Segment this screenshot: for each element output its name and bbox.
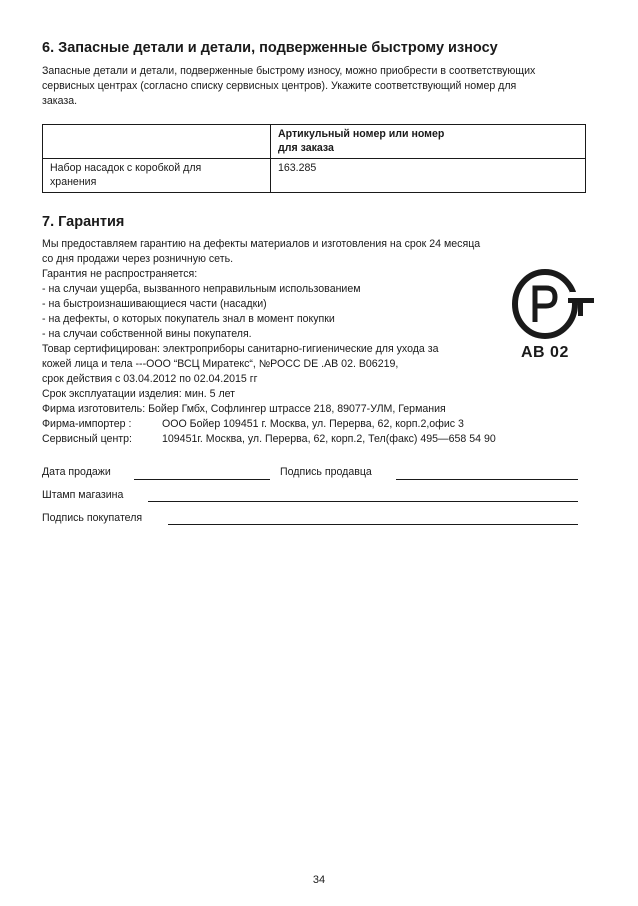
intro-line: сервисных центрах (согласно списку сервисных центров). Укажите соответствующий номер для bbox=[42, 80, 517, 92]
cert-code: АВ 02 bbox=[521, 344, 569, 361]
warranty-line: - на дефекты, о которых покупатель знал в момент покупки bbox=[42, 313, 335, 325]
warranty-line: Срок эксплуатации изделия: мин. 5 лет bbox=[42, 388, 236, 400]
sale-date-line[interactable] bbox=[134, 479, 270, 480]
seller-signature-line[interactable] bbox=[396, 479, 578, 480]
warranty-line: Гарантия не распространяется: bbox=[42, 268, 198, 280]
importer-value: ООО Бойер 109451 г. Москва, ул. Перерва, 62, корп.2,офис 3 bbox=[162, 418, 464, 430]
warranty-line: - на быстроизнашивающиеся части (насадки) bbox=[42, 298, 267, 310]
table-header-right bbox=[271, 125, 586, 159]
warranty-line: - на случаи собственной вины покупателя. bbox=[42, 328, 252, 340]
warranty-line: кожей лица и тела ---ООО “ВСЦ Миратекс“, №РОСС DE .AB 02. B06219, bbox=[42, 358, 399, 370]
rst-certification-logo-icon bbox=[508, 268, 598, 340]
section-6-heading: 6. Запасные детали и детали, подверженные быстрому износу bbox=[42, 40, 498, 56]
importer-label: Фирма-импортер : bbox=[42, 418, 132, 430]
header-line: Артикульный номер или номер bbox=[278, 128, 445, 140]
part-number-cell: 163.285 bbox=[271, 159, 586, 193]
service-value: 109451г. Москва, ул. Перерва, 62, корп.2, Тел(факс) 495—658 54 90 bbox=[162, 433, 496, 445]
section-6-intro bbox=[42, 64, 535, 109]
warranty-line: Фирма изготовитель: Бойер Гмбх, Софлингер штрассе 218, 89077-УЛМ, Германия bbox=[42, 403, 446, 415]
warranty-body bbox=[42, 237, 480, 417]
intro-line: Запасные детали и детали, подверженные быстрому износу, можно приобрести в соответствующих bbox=[42, 65, 536, 77]
table-row bbox=[43, 159, 586, 193]
page-number: 34 bbox=[312, 874, 326, 886]
shop-stamp-label: Штамп магазина bbox=[42, 489, 124, 501]
warranty-line: срок действия с 03.04.2012 по 02.04.2015 гг bbox=[42, 373, 258, 385]
service-row bbox=[42, 432, 496, 447]
header-line: для заказа bbox=[278, 142, 334, 154]
part-name-line: Набор насадок с коробкой для bbox=[50, 162, 202, 174]
intro-line: заказа. bbox=[42, 95, 78, 107]
table-header-left bbox=[43, 125, 271, 159]
warranty-line: со дня продажи через розничную сеть. bbox=[42, 253, 234, 265]
part-name-line: хранения bbox=[50, 176, 97, 188]
part-name-cell bbox=[43, 159, 271, 193]
importer-row bbox=[42, 417, 464, 432]
service-label: Сервисный центр: bbox=[42, 433, 132, 445]
warranty-line: Мы предоставляем гарантию на дефекты материалов и изготовления на срок 24 месяца bbox=[42, 238, 481, 250]
buyer-signature-label: Подпись покупателя bbox=[42, 512, 143, 524]
shop-stamp-line[interactable] bbox=[148, 501, 578, 502]
warranty-line: Товар сертифицирован: электроприборы санитарно-гигиенические для ухода за bbox=[42, 343, 439, 355]
warranty-line: - на случаи ущерба, вызванного неправильным использованием bbox=[42, 283, 361, 295]
table-header-row bbox=[43, 125, 586, 159]
section-7-heading: 7. Гарантия bbox=[42, 214, 125, 230]
buyer-signature-line[interactable] bbox=[168, 524, 578, 525]
spare-parts-table bbox=[42, 124, 586, 193]
sale-date-label: Дата продажи bbox=[42, 466, 111, 478]
seller-signature-label: Подпись продавца bbox=[280, 466, 372, 478]
